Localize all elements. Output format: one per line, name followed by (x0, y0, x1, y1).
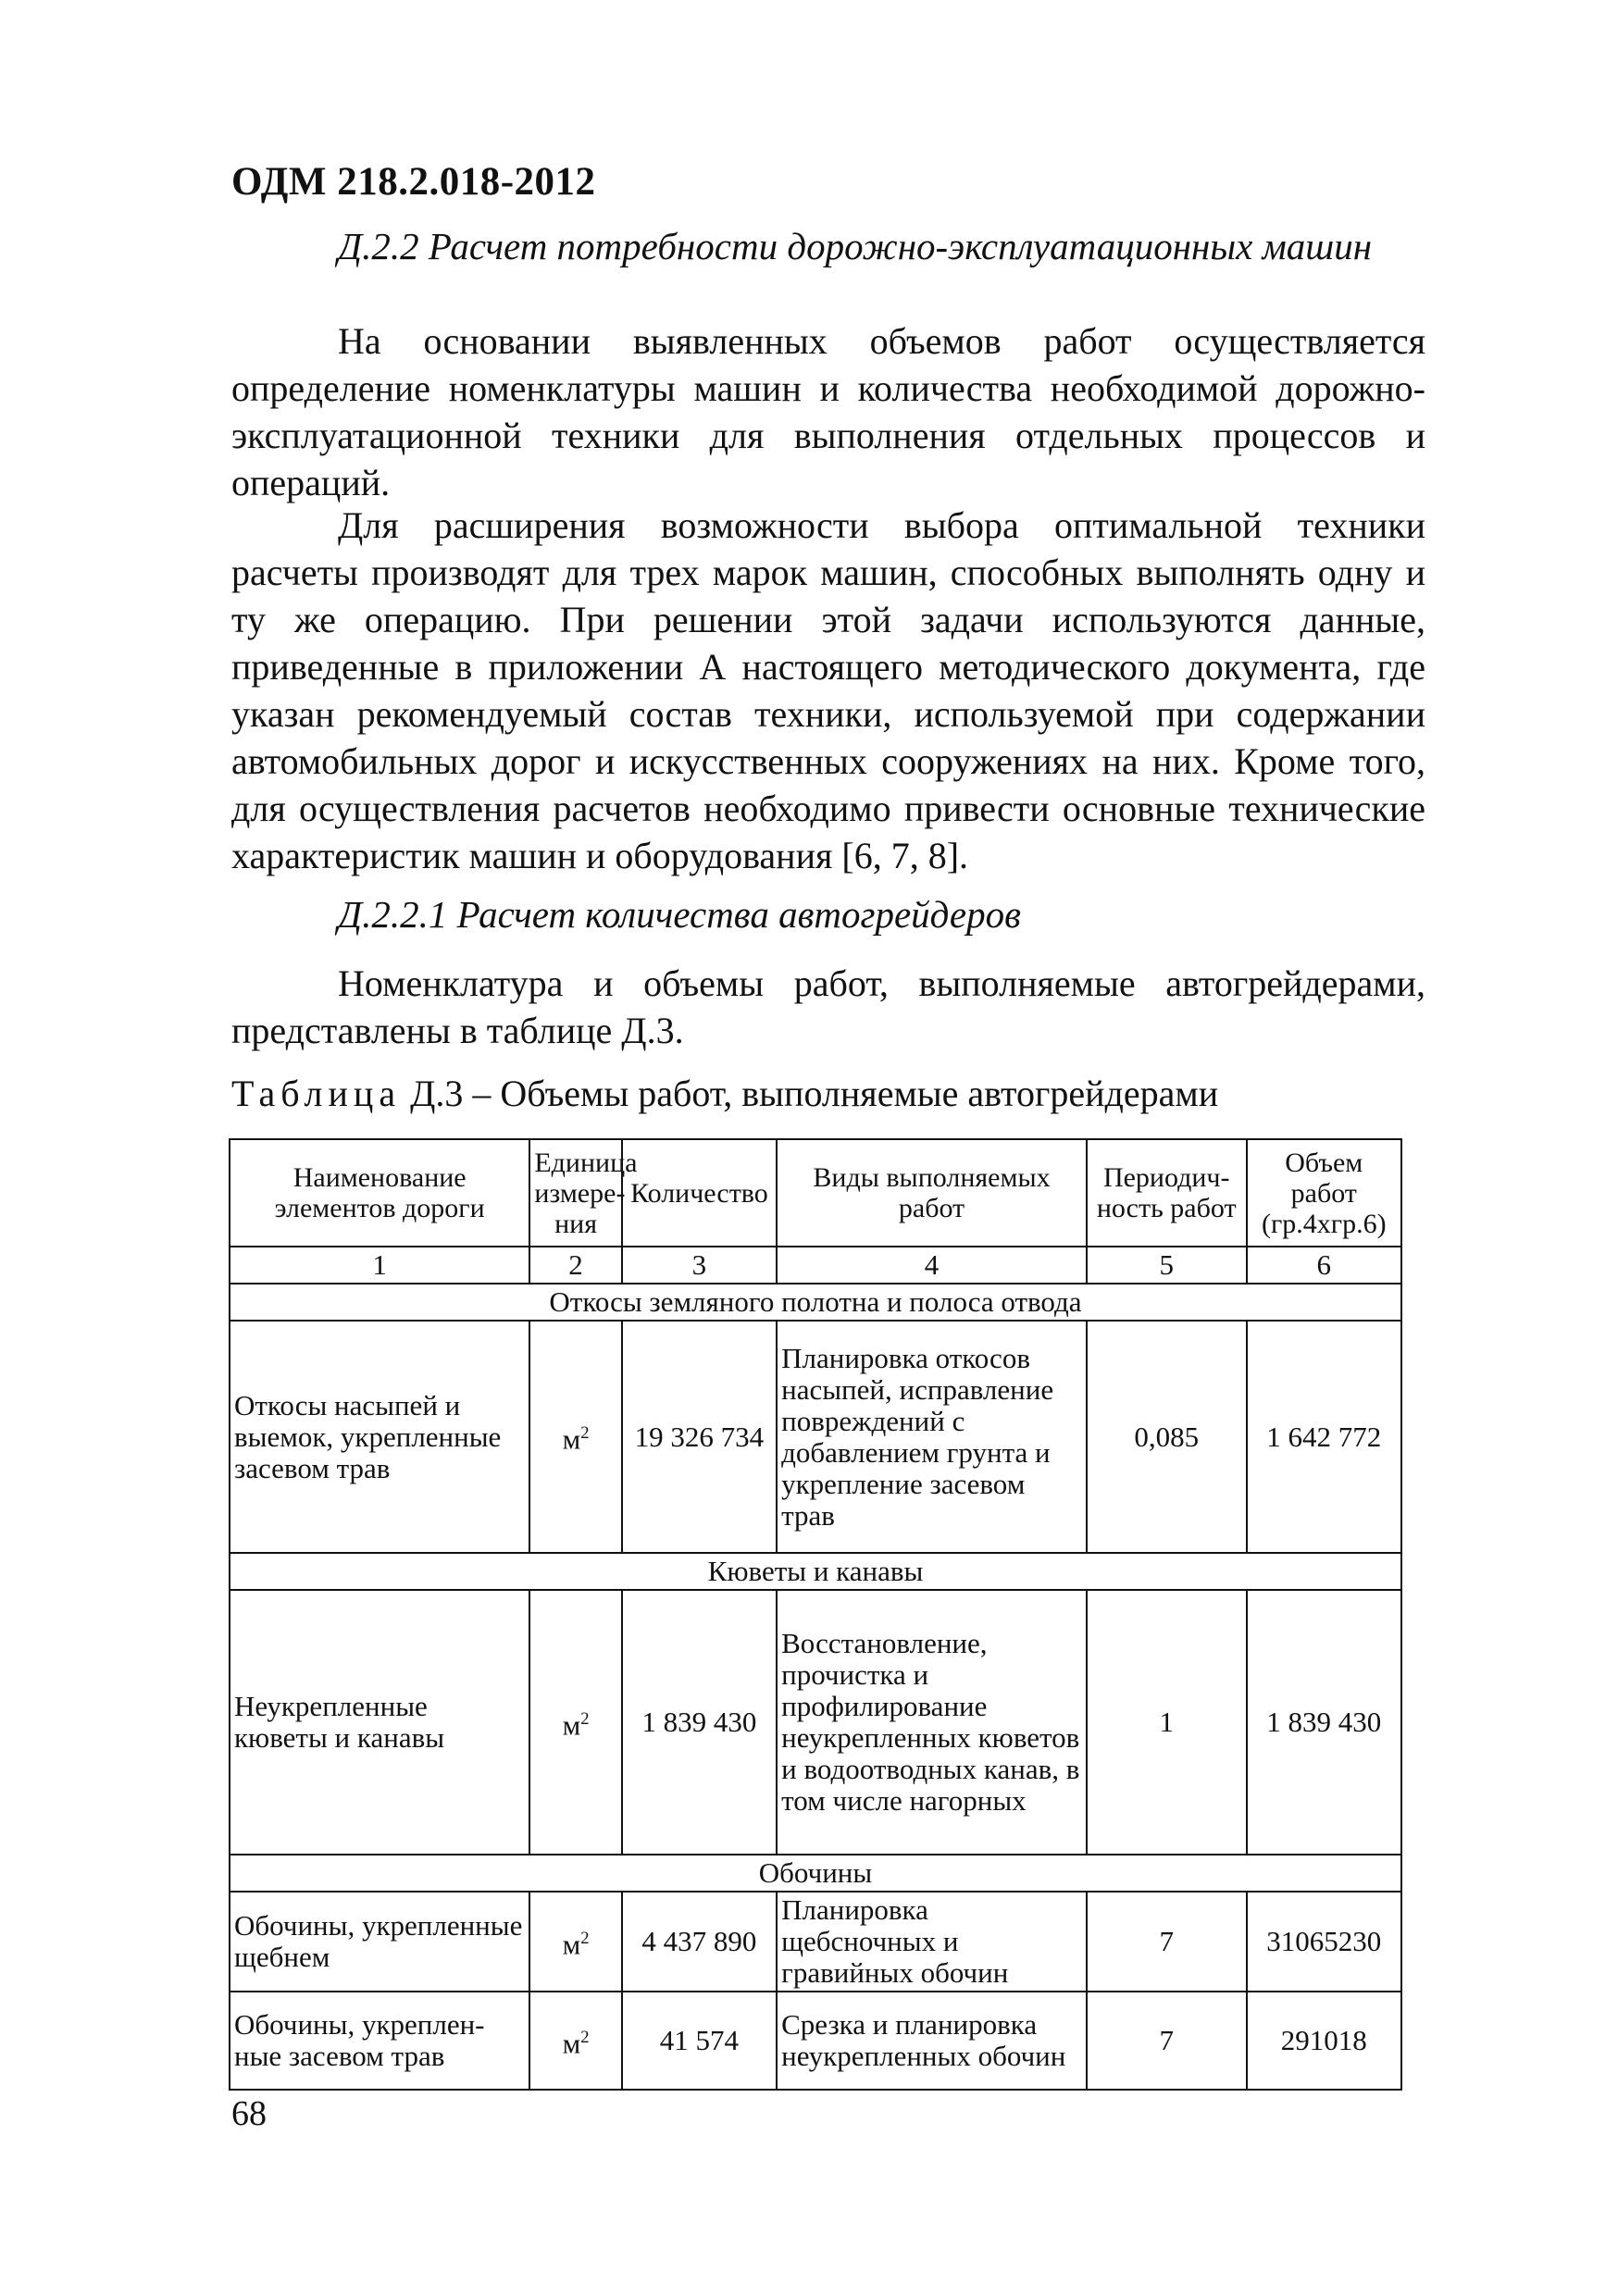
header-quantity: Количество (622, 1139, 777, 1247)
paragraph-selection: Для расширения возможности выбора оптимальной техники расчеты производят для трех марок машин, способных выполнять одну и ту же операцию. При решении этой задачи используются данные, приведенные в приложении А настоящего методического документа, где указан рекомендуемый состав техники, используемой при содержании автомобильных дорог и искусственных сооружениях на них. Кроме того, для осуществления расчетов необходимо привести основные технические характеристик машин и оборудования [6, 7, 8]. (231, 504, 1425, 876)
section-row-shoulders (230, 1855, 1401, 1892)
header-periodicity: Периодич-ность работ (1087, 1139, 1247, 1247)
column-number: 1 (230, 1247, 529, 1284)
paragraph-table-reference: Номенклатура и объемы работ, выполняемые автогрейдерами, представлены в таблице Д.3. (231, 962, 1425, 1051)
unit-base: м (562, 2027, 581, 2060)
cell-unit (529, 1321, 621, 1553)
section-row-slopes (230, 1284, 1401, 1321)
section-row-ditches (230, 1553, 1401, 1590)
table-header-row (230, 1139, 1401, 1247)
cell-works: Восстановление, прочистка и профилирование неукрепленных кюветов и водоотводных канав, в том числе нагорных (777, 1590, 1087, 1855)
unit-power: 2 (580, 1423, 590, 1444)
work-volume-table (229, 1138, 1402, 2091)
cell-unit (529, 1590, 621, 1855)
page-number: 68 (231, 2094, 267, 2133)
table-caption-text: Д.3 – Объемы работ, выполняемые автогрейдерами (401, 1073, 1219, 1114)
table-row (230, 1892, 1401, 1992)
unit-power: 2 (580, 1928, 590, 1948)
cell-quantity: 1 839 430 (622, 1590, 777, 1855)
paragraph-nomenclature: На основании выявленных объемов работ осуществляется определение номенклатуры машин и количества необходимой дорожно-эксплуатационной техники для выполнения отдельных процессов и операций. (231, 320, 1425, 503)
unit-power: 2 (580, 2027, 590, 2047)
cell-name: Неукрепленные кюветы и канавы (230, 1590, 529, 1855)
cell-periodicity: 7 (1087, 1992, 1247, 2090)
column-number: 2 (529, 1247, 621, 1284)
unit-base: м (562, 1708, 581, 1742)
header-road-element: Наименование элементов дороги (230, 1139, 529, 1247)
table-row (230, 1992, 1401, 2090)
section-title: Обочины (230, 1855, 1401, 1892)
cell-volume: 1 642 772 (1247, 1321, 1401, 1553)
subsection-heading: Д.2.2.1 Расчет количества автогрейдеров (338, 893, 1021, 936)
cell-name: Обочины, укрепленные щебнем (230, 1892, 529, 1992)
cell-volume: 31065230 (1247, 1892, 1401, 1992)
cell-periodicity: 0,085 (1087, 1321, 1247, 1553)
cell-works: Срезка и планировка неукрепленных обочин (777, 1992, 1087, 2090)
unit-base: м (562, 1422, 581, 1456)
table-row (230, 1590, 1401, 1855)
unit-base: м (562, 1928, 581, 1961)
cell-quantity: 4 437 890 (622, 1892, 777, 1992)
header-unit: Единица измере-ния (529, 1139, 621, 1247)
cell-periodicity: 7 (1087, 1892, 1247, 1992)
table-caption (231, 1072, 1218, 1115)
column-number: 4 (777, 1247, 1087, 1284)
header-work-types: Виды выполняемых работ (777, 1139, 1087, 1247)
column-number: 6 (1247, 1247, 1401, 1284)
cell-unit (529, 1992, 621, 2090)
unit-power: 2 (580, 1708, 590, 1729)
header-work-volume: Объем работ (гр.4хгр.6) (1247, 1139, 1401, 1247)
cell-unit (529, 1892, 621, 1992)
cell-periodicity: 1 (1087, 1590, 1247, 1855)
cell-quantity: 41 574 (622, 1992, 777, 2090)
table-caption-label: Таблица (231, 1073, 402, 1114)
cell-volume: 291018 (1247, 1992, 1401, 2090)
cell-name: Обочины, укреплен-ные засевом трав (230, 1992, 529, 2090)
document-code: ОДМ 218.2.018-2012 (231, 160, 596, 204)
section-heading: Д.2.2 Расчет потребности дорожно-эксплуатационных машин (338, 225, 1373, 267)
table-row (230, 1321, 1401, 1553)
column-number-row (230, 1247, 1401, 1284)
section-title: Откосы земляного полотна и полоса отвода (230, 1284, 1401, 1321)
section-title: Кюветы и канавы (230, 1553, 1401, 1590)
cell-works: Планировка откосов насыпей, исправление повреждений с добавлением грунта и укрепление засевом трав (777, 1321, 1087, 1553)
cell-quantity: 19 326 734 (622, 1321, 777, 1553)
cell-name: Откосы насыпей и выемок, укрепленные засевом трав (230, 1321, 529, 1553)
cell-volume: 1 839 430 (1247, 1590, 1401, 1855)
column-number: 3 (622, 1247, 777, 1284)
column-number: 5 (1087, 1247, 1247, 1284)
cell-works: Планировка щебсночных и гравийных обочин (777, 1892, 1087, 1992)
